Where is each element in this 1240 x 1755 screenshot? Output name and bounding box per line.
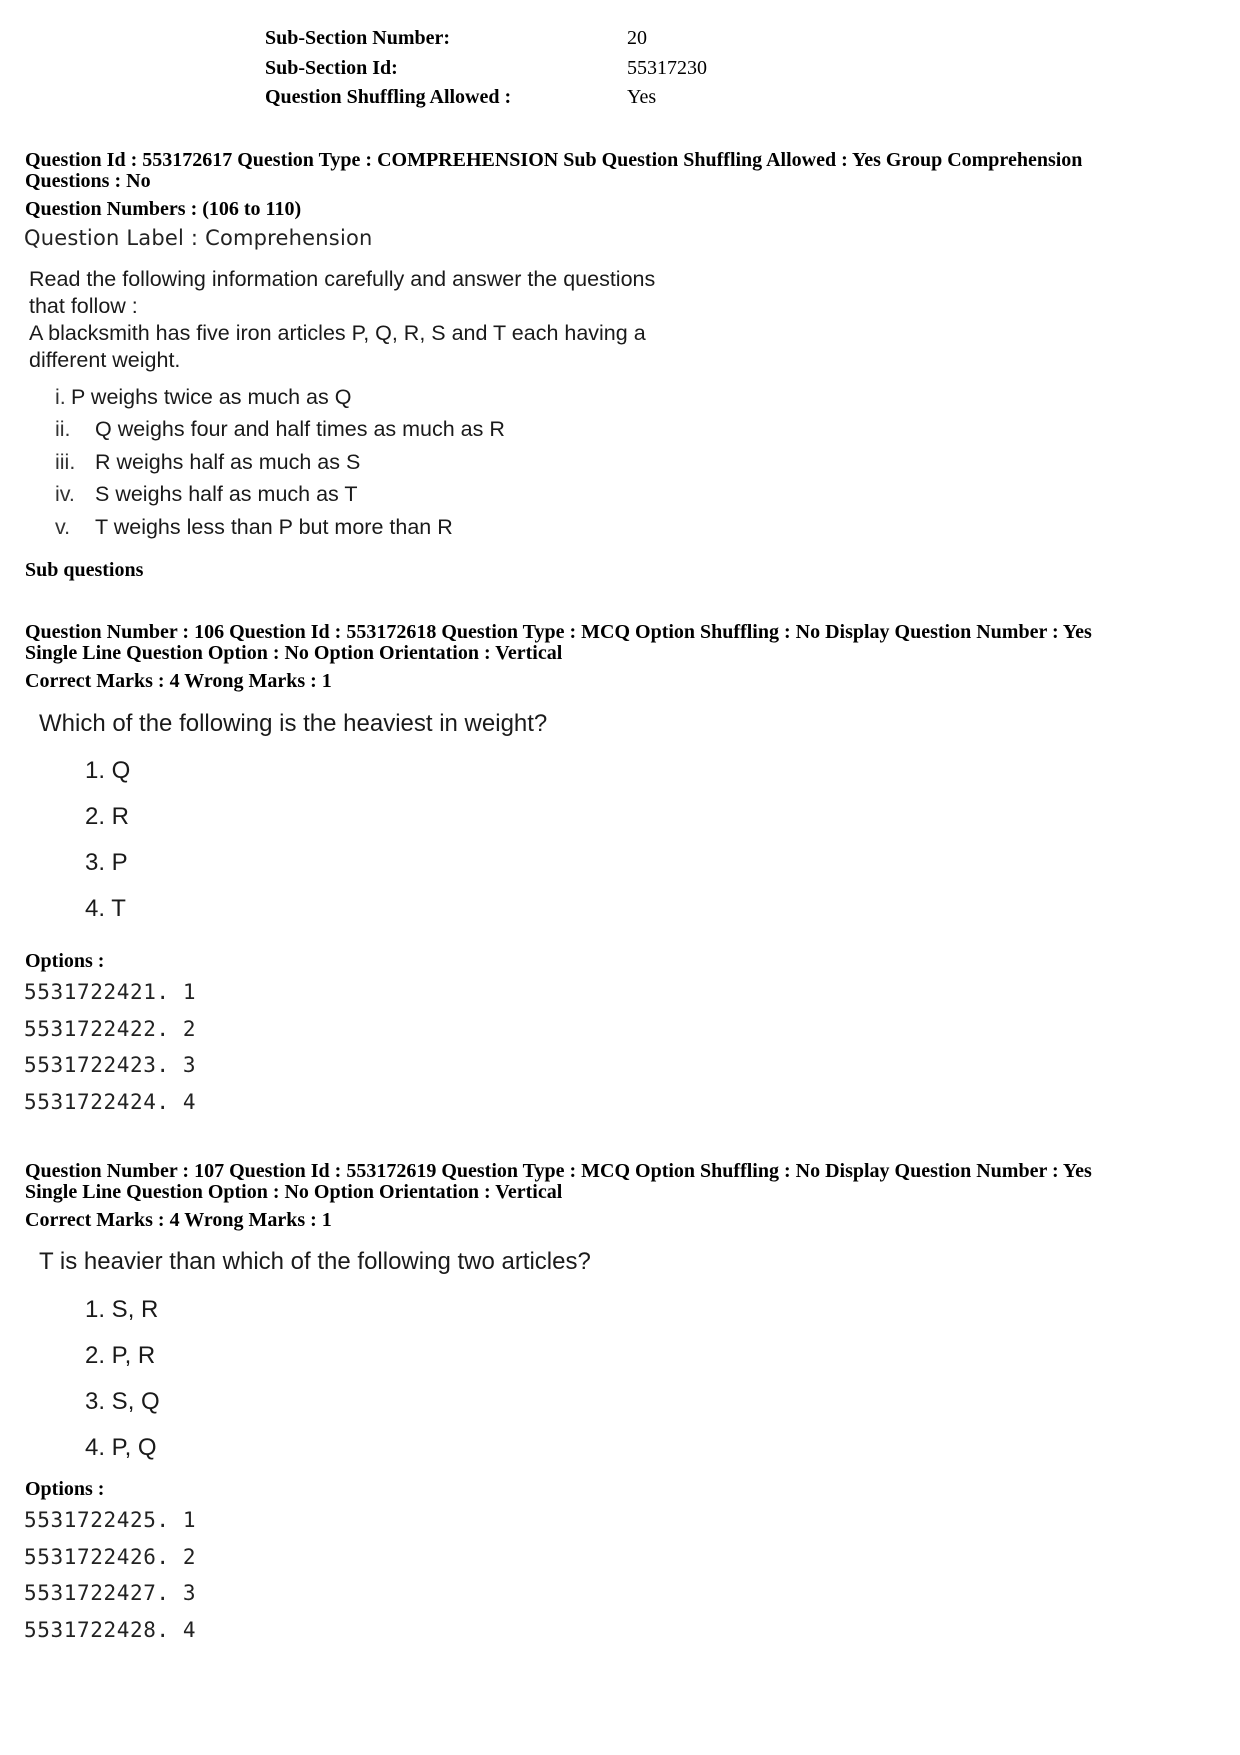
option-code: 5531722426. 2 [24,1544,197,1569]
statement-item [55,479,505,512]
q107-header-line1: Question Number : 107 Question Id : 553172619 Question Type : MCQ Option Shuffling : No Display Question Number : Yes [25,1160,1092,1182]
statement-text: S weighs half as much as T [95,482,358,507]
choice-item: 4. P, Q [85,1434,157,1461]
option-code: 5531722424. 4 [24,1090,197,1115]
statement-number: iii. [55,449,76,474]
passage-statements [55,381,505,544]
option-code: 5531722427. 3 [24,1581,197,1606]
choice-item: 4. T [85,895,126,922]
question-shuffling-label: Question Shuffling Allowed : [265,86,512,109]
sub-questions-heading: Sub questions [25,559,144,581]
subsection-id-value: 55317230 [627,56,707,79]
q106-option-codes [24,979,196,1126]
passage-line: Read the following information carefully and answer the questions [29,267,656,291]
statement-text: Q weighs four and half times as much as R [95,417,505,442]
statement-number: v. [55,514,71,539]
comprehension-passage [29,266,729,374]
comprehension-header-line1: Question Id : 553172617 Question Type : COMPREHENSION Sub Question Shuffling Allowed : Yes Group Comprehension [25,149,1083,171]
choice-item: 2. P, R [85,1342,156,1369]
statement-number: ii. [55,417,71,442]
option-code: 5531722421. 1 [24,980,197,1004]
passage-line: different weight. [29,348,181,372]
question-label: Question Label : Comprehension [24,226,373,250]
subsection-number-label: Sub-Section Number: [265,27,451,50]
choice-item: 1. S, R [85,1296,159,1323]
subsection-number-row [265,24,707,54]
q107-header-line2: Single Line Question Option : No Option Orientation : Vertical [25,1181,563,1203]
choice-item: 2. R [85,803,130,830]
question-shuffling-value: Yes [627,86,657,109]
statement-number: iv. [55,482,75,507]
subsection-id-label: Sub-Section Id: [265,56,398,79]
passage-line: A blacksmith has five iron articles P, Q, R, S and T each having a [29,321,646,345]
option-code: 5531722422. 2 [24,1016,197,1041]
subsection-number-value: 20 [627,27,647,50]
choice-item: 1. Q [85,757,131,784]
q107-marks: Correct Marks : 4 Wrong Marks : 1 [25,1209,332,1231]
comprehension-header-line2: Questions : No [25,170,151,192]
statement-item [55,446,505,479]
q106-options-label: Options : [25,950,105,972]
subsection-info [265,24,707,113]
q107-question-text: T is heavier than which of the following two articles? [39,1248,591,1275]
subsection-id-row [265,54,707,84]
choice-item: 3. P [85,849,128,876]
q107-option-codes [24,1507,196,1654]
q106-header-line1: Question Number : 106 Question Id : 553172618 Question Type : MCQ Option Shuffling : No Display Question Number : Yes [25,621,1092,643]
question-shuffling-row [265,83,707,113]
option-code: 5531722428. 4 [24,1618,197,1643]
q106-question-text: Which of the following is the heaviest in weight? [39,710,548,737]
statement-item [55,381,505,414]
option-code: 5531722423. 3 [24,1053,197,1078]
statement-text: P weighs twice as much as Q [71,384,352,409]
q107-choices [85,1296,160,1480]
q106-marks: Correct Marks : 4 Wrong Marks : 1 [25,670,332,692]
q106-header-line2: Single Line Question Option : No Option Orientation : Vertical [25,642,563,664]
question-numbers: Question Numbers : (106 to 110) [25,198,302,220]
q106-choices [85,757,130,941]
choice-item: 3. S, Q [85,1388,160,1415]
statement-text: R weighs half as much as S [95,449,361,474]
statement-text: T weighs less than P but more than R [95,514,453,539]
statement-item [55,414,505,447]
passage-line: that follow : [29,294,138,318]
q107-options-label: Options : [25,1478,105,1500]
statement-number: i. [55,384,66,409]
option-code: 5531722425. 1 [24,1508,197,1532]
statement-item [55,511,505,544]
